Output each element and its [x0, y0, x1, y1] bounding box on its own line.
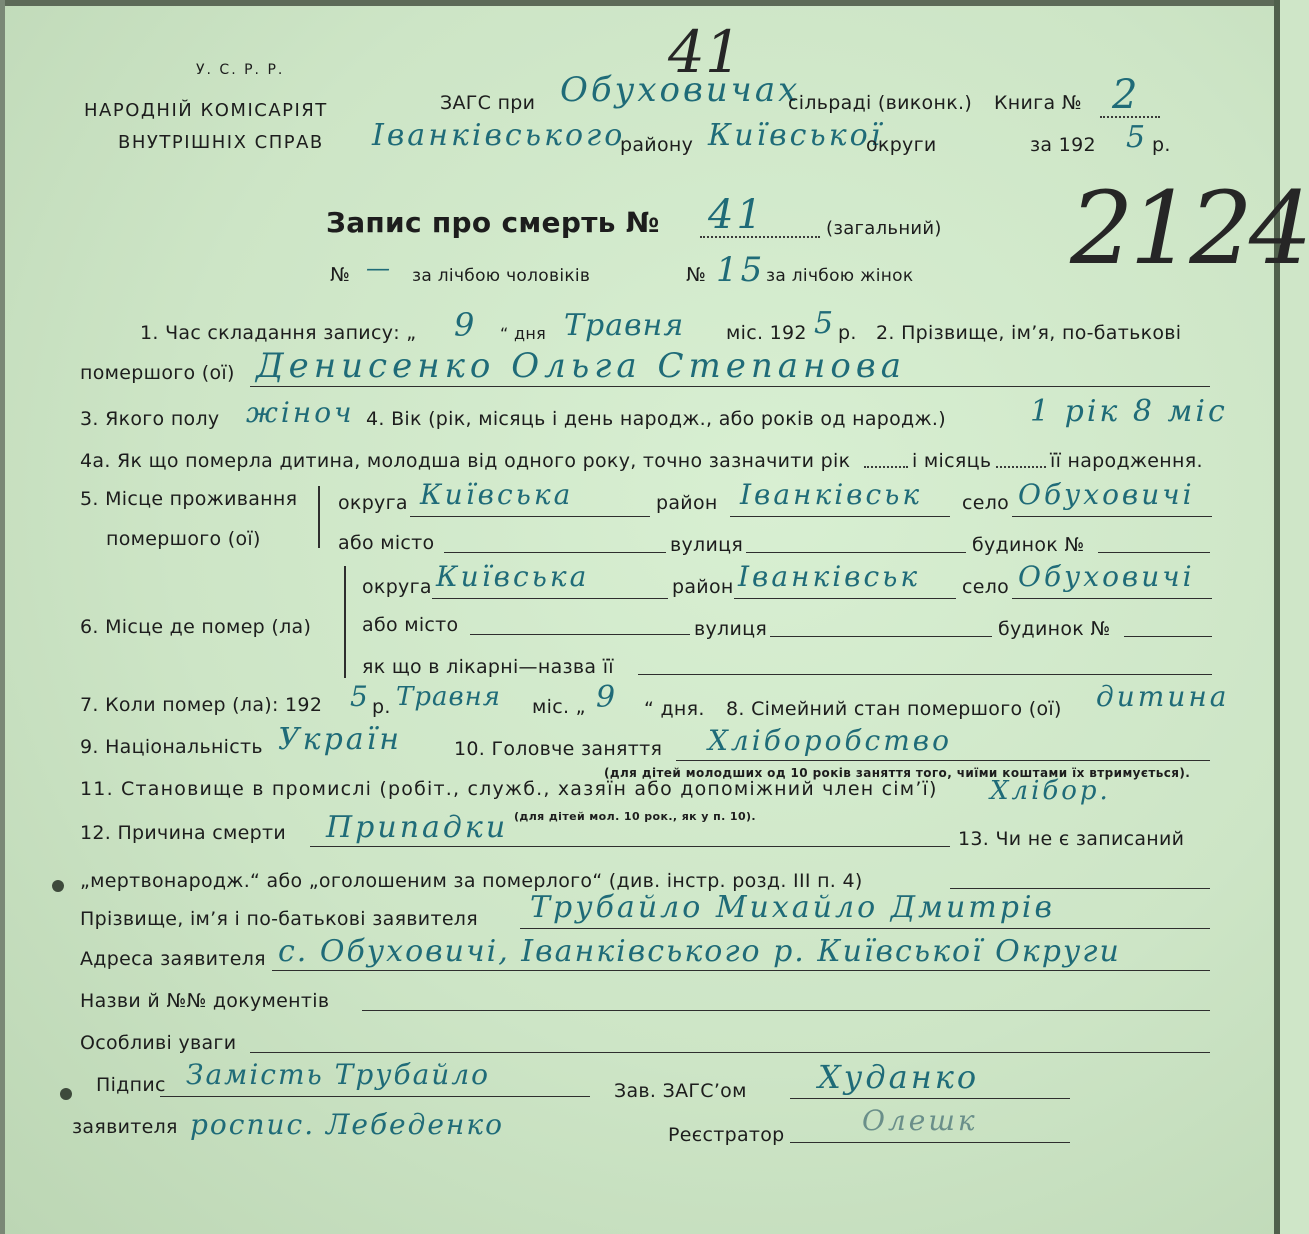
field-5-house-label: будинок № [972, 534, 1085, 556]
field-10-label: 10. Головче заняття [454, 738, 663, 760]
field-6-rayon-line [734, 598, 956, 599]
field-5-selo-label: село [962, 492, 1010, 514]
field-7-day-label: “ дня. [644, 698, 705, 720]
corner-number-pencil: 2124 [1070, 170, 1309, 287]
record-number-handwritten: 41 [708, 192, 765, 238]
field-6-hospital-line [638, 674, 1212, 675]
field-1-day-handwritten: 9 [454, 306, 478, 344]
registrar-signature-handwritten: Олешк [862, 1104, 978, 1137]
field-6-brace [344, 566, 346, 678]
field-7-year-handwritten: 5 [350, 680, 371, 713]
applicant-address-handwritten: с. Обуховичі, Іванківського р. Київської Округи [278, 934, 1121, 969]
stillborn-line [950, 888, 1210, 889]
field-4a-end-label: її народження. [1050, 450, 1203, 472]
field-5-city-label: або місто [338, 532, 435, 554]
field-5-brace [318, 486, 320, 548]
field-12-label: 12. Причина смерти [80, 822, 286, 844]
field-6-house-line [1124, 636, 1212, 637]
binder-hole-bottom [60, 1088, 72, 1100]
field-10-handwritten: Хлібоpобство [708, 724, 952, 757]
applicant-address-line [272, 970, 1210, 971]
field-12-handwritten: Припадки [326, 810, 509, 845]
binder-hole-top [52, 880, 64, 892]
field-7-day-handwritten: 9 [596, 680, 619, 715]
men-label: за лічбою чоловіків [412, 266, 591, 286]
field-4a-label: 4а. Як що померла дитина, молодша від одного року, точно зазначити рік [80, 450, 851, 472]
year-suffix: р. [1152, 134, 1171, 156]
field-5-okruha-label: округа [338, 492, 408, 514]
applicant-name-label: Прізвище, ім’я і по-батькові заявителя [80, 908, 478, 930]
field-4a-month-line [996, 466, 1046, 468]
field-4a-year-line [864, 466, 908, 468]
signature-label-2: заявителя [72, 1116, 178, 1138]
zags-prefix: ЗАГС при [440, 92, 536, 114]
deceased-name-line [250, 386, 1210, 387]
field-12-note: (для дітей мол. 10 рок., як у п. 10). [514, 810, 757, 823]
ussr-label: У. С. Р. Р. [196, 62, 285, 78]
field-7-label: 7. Коли помер (ла): 192 [80, 694, 323, 716]
field-5-label-1: 5. Місце проживання [80, 488, 298, 510]
field-6-city-line [470, 634, 690, 635]
district-label: району [620, 134, 694, 156]
record-number-line [700, 236, 820, 238]
applicant-signature-line [160, 1096, 590, 1097]
field-5-street-label: вулиця [670, 534, 744, 556]
field-8-handwritten: дитина [1096, 680, 1230, 713]
head-signature-line [790, 1098, 1070, 1099]
field-1-day-label: “ дня [500, 324, 547, 343]
commissariat-line-1: НАРОДНІЙ КОМІСАРІЯТ [84, 100, 328, 121]
notes-label: Особливі уваги [80, 1032, 237, 1054]
field-5-rayon-line [730, 516, 950, 517]
field-6-city-label: або місто [362, 614, 459, 636]
book-number-handwritten: 2 [1112, 72, 1141, 118]
field-2-label: 2. Прізвище, ім’я, по-батькові [876, 322, 1182, 344]
field-6-okruha-line [432, 598, 668, 599]
signature-label-1: Підпис [96, 1074, 166, 1096]
field-9-handwritten: Україн [278, 722, 403, 757]
field-4-label: 4. Вік (рік, місяць і день народж., або років од народж.) [366, 408, 946, 430]
field-11-handwritten: Хлібор. [990, 776, 1111, 806]
notes-line [250, 1052, 1210, 1053]
field-3-sex-handwritten: жіноч [246, 396, 355, 429]
field-6-selo-line [1012, 598, 1212, 599]
okruha-handwritten: Київської [708, 118, 884, 153]
okruha-label: округи [866, 134, 937, 156]
registrar-signature-line [790, 1142, 1070, 1143]
council-suffix: сільраді (виконк.) [788, 92, 973, 114]
head-label: Зав. ЗАГС’ом [614, 1080, 747, 1102]
field-5-street-line [746, 552, 966, 553]
field-5-okruha-line [410, 516, 650, 517]
field-6-selo-handwritten: Обуховичі [1018, 560, 1195, 593]
district-handwritten: Іванківського [372, 118, 626, 153]
applicant-signature-line-2: роспис. Лебеденко [190, 1108, 504, 1141]
year-prefix: за 192 [1030, 134, 1096, 156]
field-7-r-label: р. [372, 696, 391, 718]
field-6-okruha-handwritten: Київська [436, 560, 590, 593]
field-6-rayon-label: район [672, 576, 734, 598]
documents-label: Назви й №№ документів [80, 990, 330, 1012]
field-6-house-label: будинок № [998, 618, 1111, 640]
field-1-year-handwritten: 5 [814, 306, 837, 341]
women-number-handwritten: 15 [716, 250, 766, 290]
village-council-handwritten: Обуховичах [560, 70, 801, 110]
scan-edge-top [0, 0, 1280, 6]
applicant-name-handwritten: Трубайло Михайло Дмитрів [530, 890, 1055, 925]
field-4-age-handwritten: 1 рік 8 міс [1030, 394, 1228, 429]
applicant-name-line [520, 928, 1210, 929]
field-1-month-label: міс. 192 [726, 322, 807, 344]
field-6-street-line [770, 636, 992, 637]
field-10-line [676, 760, 1210, 761]
applicant-address-label: Адреса заявителя [80, 948, 266, 970]
registrar-label: Реєстратор [668, 1124, 785, 1146]
record-heading: Запис про смерть № [326, 206, 660, 239]
field-6-selo-label: село [962, 576, 1010, 598]
field-1-month-handwritten: Травня [564, 308, 685, 343]
field-4a-month-label: і місяць [912, 450, 992, 472]
general-label: (загальний) [826, 218, 942, 239]
women-no-label: № [686, 264, 707, 286]
field-5-selo-handwritten: Обуховичі [1018, 478, 1195, 511]
field-5-rayon-label: район [656, 492, 718, 514]
field-5-house-line [1098, 552, 1210, 553]
field-8-label: 8. Сімейний стан помершого (ої) [726, 698, 1062, 720]
deceased-name-handwritten: Денисенко Ольга Степанова [256, 346, 906, 386]
top-number-pencil: 41 [668, 18, 742, 86]
stillborn-label: „мертвонародж.“ або „оголошеним за померлого“ (див. інстр. розд. III п. 4) [80, 870, 863, 892]
field-7-mis-label: міс. „ [532, 696, 586, 718]
applicant-signature-line-1: Замість Трубайло [186, 1058, 491, 1091]
field-13-label: 13. Чи не є записаний [958, 828, 1185, 850]
field-6-label: 6. Місце де помер (ла) [80, 616, 312, 638]
field-6-hospital-label: як що в лікарні—назва її [362, 656, 614, 678]
head-signature-handwritten: Худанко [818, 1058, 980, 1096]
field-1-year-suffix: р. [838, 322, 857, 344]
field-7-month-handwritten: Травня [396, 682, 501, 712]
commissariat-line-2: ВНУТРІШНІХ СПРАВ [118, 132, 324, 153]
documents-line [362, 1010, 1210, 1011]
field-3-label: 3. Якого полу [80, 408, 220, 430]
book-label: Книга № [994, 92, 1082, 114]
scan-edge-left [0, 0, 5, 1234]
field-6-rayon-handwritten: Іванківськ [738, 560, 921, 593]
field-5-selo-line [1012, 516, 1212, 517]
field-5-city-line [444, 552, 666, 553]
field-9-label: 9. Національність [80, 736, 263, 758]
men-no-label: № [330, 264, 351, 286]
field-12-line [310, 846, 950, 847]
year-digit-handwritten: 5 [1126, 120, 1149, 155]
field-11-label: 11. Становище в промислі (робіт., служб., хазяїн або допоміжний член сім’ї) [80, 778, 938, 800]
deceased-label: помершого (ої) [80, 362, 235, 384]
field-1-label: 1. Час складання запису: „ [140, 322, 417, 344]
women-label: за лічбою жінок [766, 266, 914, 286]
field-5-label-2: помершого (ої) [106, 528, 261, 550]
book-number-line [1100, 116, 1160, 118]
field-6-okruha-label: округа [362, 576, 432, 598]
field-6-street-label: вулиця [694, 618, 768, 640]
men-number-handwritten: — [366, 254, 393, 282]
field-10-note: (для дітей молодших од 10 років заняття того, чиїми коштами їх втримується). [604, 766, 1191, 780]
field-5-rayon-handwritten: Іванківськ [740, 478, 923, 511]
field-5-okruha-handwritten: Київська [420, 478, 574, 511]
